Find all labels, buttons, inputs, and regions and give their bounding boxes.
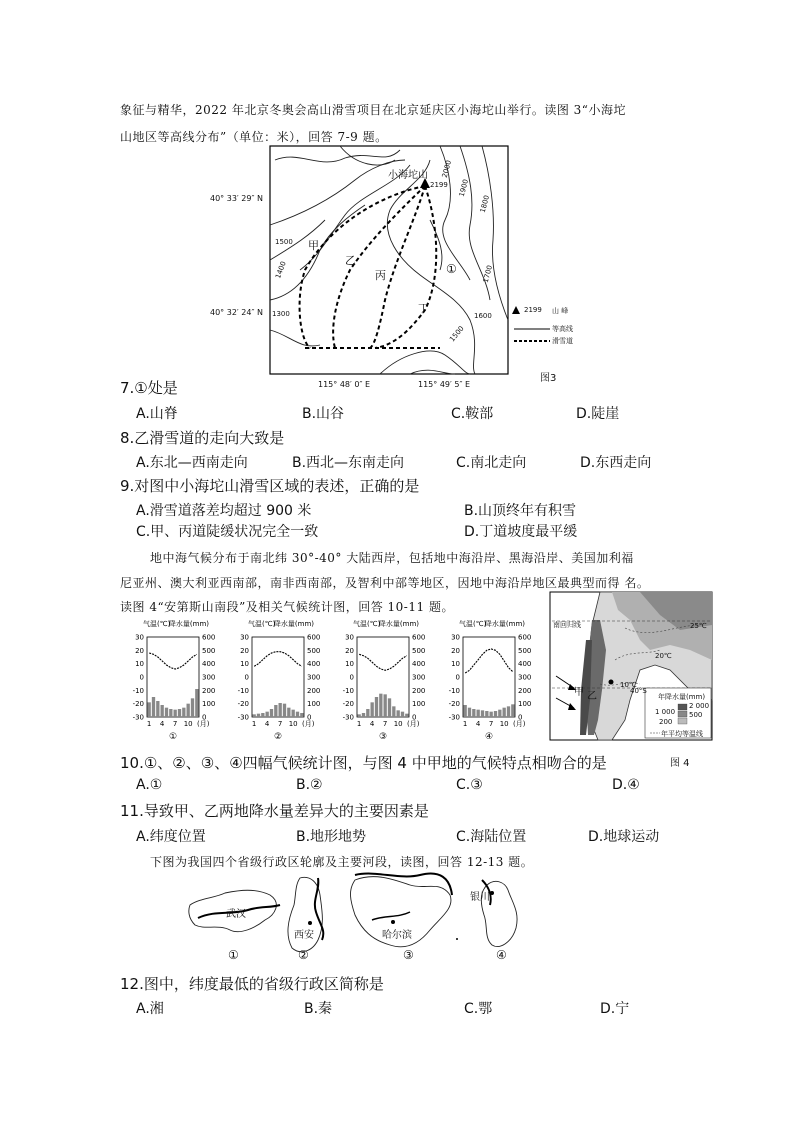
q7-option-a[interactable]: A.山脊 <box>136 406 178 422</box>
contour-label: 1800 <box>478 194 492 214</box>
month-tick-label: 4 <box>264 720 270 728</box>
q7-stem: 7.①处是 <box>120 379 178 397</box>
province-city-4: 银川 <box>470 892 490 903</box>
q12-option-c[interactable]: C.鄂 <box>464 1001 493 1017</box>
temp-tick-label: 10 <box>345 660 354 669</box>
temp-tick-label: 30 <box>451 633 460 642</box>
label-ding: 丁 <box>418 302 429 315</box>
precip-axis-label: 降水量(mm) <box>484 620 525 628</box>
temp-tick-label: 0 <box>349 673 354 682</box>
contour-label: 1700 <box>481 264 495 284</box>
province-num-2: ② <box>298 948 309 962</box>
legend-peak-text: 山 峰 <box>552 307 569 315</box>
map4-legend-item: 1 000 <box>655 708 676 716</box>
q9-option-b[interactable]: B.山顶终年有积雪 <box>464 503 577 519</box>
month-unit-label: (月) <box>513 720 526 728</box>
province-city-2: 西安 <box>294 930 314 941</box>
month-unit-label: (月) <box>302 720 315 728</box>
peak-elev: 2199 <box>430 181 448 189</box>
contour-label: 1300 <box>272 310 290 318</box>
temp-tick-label: 0 <box>244 673 249 682</box>
q11-option-c[interactable]: C.海陆位置 <box>456 829 527 845</box>
temp-tick-label: 30 <box>135 633 144 642</box>
q10-option-d[interactable]: D.④ <box>612 777 640 793</box>
q11-option-d[interactable]: D.地球运动 <box>588 829 660 845</box>
map4-legend-item: 500 <box>689 711 703 719</box>
month-tick-label: 10 <box>499 720 509 728</box>
precip-tick-label: 200 <box>307 686 321 695</box>
month-tick-label: 1 <box>251 720 257 728</box>
label-bing: 丙 <box>375 269 386 282</box>
month-tick-label: 4 <box>159 720 165 728</box>
temp-tick-label: -30 <box>237 713 249 722</box>
map4-tropic: 南回归线 <box>553 621 581 629</box>
month-tick-label: 7 <box>488 720 494 728</box>
label-jia: 甲 <box>308 239 319 252</box>
temp-tick-label: 20 <box>451 646 460 655</box>
precip-tick-label: 400 <box>518 660 532 669</box>
map4-legend-iso: 年平均等温线 <box>661 730 703 738</box>
precip-tick-label: 500 <box>518 646 532 655</box>
q9-option-d[interactable]: D.丁道坡度最平缓 <box>464 524 578 540</box>
precip-tick-label: 400 <box>307 660 321 669</box>
q9-option-a[interactable]: A.滑雪道落差均超过 900 米 <box>136 503 312 519</box>
temp-tick-label: -20 <box>237 700 249 709</box>
province-city-3: 哈尔滨 <box>382 930 412 941</box>
precip-tick-label: 500 <box>202 646 216 655</box>
month-tick-label: 1 <box>462 720 468 728</box>
province-num-1: ① <box>228 948 239 962</box>
temp-tick-label: 20 <box>135 646 144 655</box>
q8-stem: 8.乙滑雪道的走向大致是 <box>120 429 285 447</box>
map4-iso25: 25℃ <box>690 622 707 630</box>
temp-tick-label: 10 <box>240 660 249 669</box>
precip-tick-label: 600 <box>412 633 426 642</box>
q10-stem: 10.①、②、③、④四幅气候统计图，与图 4 中甲地的气候特点相吻合的是 <box>120 754 607 772</box>
map4-iso20: 20℃ <box>655 652 672 660</box>
chart-id-label: ③ <box>378 732 388 742</box>
contour-label: 2000 <box>440 159 454 179</box>
precip-tick-label: 200 <box>518 686 532 695</box>
precip-tick-label: 600 <box>202 633 216 642</box>
precip-axis-label: 降水量(mm) <box>168 620 209 628</box>
temp-tick-label: -30 <box>342 713 354 722</box>
temp-tick-label: 30 <box>240 633 249 642</box>
precip-tick-label: 100 <box>412 700 426 709</box>
precip-tick-label: 200 <box>202 686 216 695</box>
temp-axis-label: 气温(℃) <box>248 620 276 628</box>
label-one: ① <box>446 262 457 276</box>
intro-line-2: 山地区等高线分布”（单位：米），回答 7-9 题。 <box>120 130 388 144</box>
month-tick-label: 7 <box>172 720 178 728</box>
temp-tick-label: -20 <box>448 700 460 709</box>
precip-tick-label: 300 <box>412 673 426 682</box>
q8-option-b[interactable]: B.西北—东南走向 <box>292 455 405 471</box>
temp-tick-label: 10 <box>451 660 460 669</box>
contour-label: 1500 <box>448 324 466 344</box>
precip-tick-label: 400 <box>412 660 426 669</box>
temp-tick-label: -30 <box>132 713 144 722</box>
month-tick-label: 1 <box>146 720 152 728</box>
precip-tick-label: 300 <box>307 673 321 682</box>
month-unit-label: (月) <box>197 720 210 728</box>
q10-option-a[interactable]: A.① <box>136 777 163 793</box>
precip-tick-label: 400 <box>202 660 216 669</box>
precip-axis-label: 降水量(mm) <box>273 620 314 628</box>
lon-right: 115° 49′ 5″ E <box>418 380 471 389</box>
map4-iso10: 10℃ <box>620 681 637 689</box>
lon-left: 115° 48′ 0″ E <box>318 380 371 389</box>
precip-tick-label: 0 <box>518 713 523 722</box>
q10-option-b[interactable]: B.② <box>296 777 323 793</box>
precip-tick-label: 100 <box>307 700 321 709</box>
q7-option-c[interactable]: C.鞍部 <box>451 406 494 422</box>
precip-tick-label: 300 <box>202 673 216 682</box>
temp-tick-label: -10 <box>342 686 354 695</box>
contour-label: 1500 <box>275 238 293 246</box>
contour-label: 1400 <box>274 260 288 280</box>
intro2-line-3: 读图 4“安第斯山南段”及相关气候统计图，回答 10-11 题。 <box>120 600 454 614</box>
legend-trail-text: 滑雪道 <box>552 337 573 345</box>
peak-name: 小海坨山 <box>388 170 428 181</box>
month-tick-label: 10 <box>183 720 193 728</box>
temp-axis-label: 气温(℃) <box>143 620 171 628</box>
q8-option-a[interactable]: A.东北—西南走向 <box>136 455 248 471</box>
month-tick-label: 7 <box>277 720 283 728</box>
precip-tick-label: 200 <box>412 686 426 695</box>
q12-stem: 12.图中，纬度最低的省级行政区简称是 <box>120 975 384 993</box>
lat-top: 40° 33′ 29″ N <box>210 194 263 203</box>
map4-yi: 乙 <box>587 691 597 702</box>
intro2-line-2: 尼亚州、澳大利亚西南部，南非西南部，及智利中部等地区，因地中海沿岸地区最典型而得 名。 <box>120 576 650 590</box>
map4-lat40: 40°S <box>630 687 647 695</box>
temp-tick-label: 10 <box>135 660 144 669</box>
precip-tick-label: 600 <box>518 633 532 642</box>
q7-option-d[interactable]: D.陡崖 <box>576 406 620 422</box>
figure3-caption: 图3 <box>540 373 557 384</box>
chart-id-label: ④ <box>484 732 494 742</box>
q8-option-c[interactable]: C.南北走向 <box>456 455 527 471</box>
month-tick-label: 10 <box>393 720 403 728</box>
q9-option-c[interactable]: C.甲、丙道陡缓状况完全一致 <box>136 524 319 540</box>
month-tick-label: 1 <box>356 720 362 728</box>
temp-tick-label: 0 <box>139 673 144 682</box>
temp-tick-label: 30 <box>345 633 354 642</box>
precip-tick-label: 100 <box>202 700 216 709</box>
precip-tick-label: 0 <box>412 713 417 722</box>
q12-option-b[interactable]: B.秦 <box>304 1001 333 1017</box>
chart-id-label: ② <box>273 732 283 742</box>
temp-tick-label: 20 <box>345 646 354 655</box>
precip-tick-label: 0 <box>202 713 207 722</box>
precip-axis-label: 降水量(mm) <box>378 620 419 628</box>
q11-option-b[interactable]: B.地形地势 <box>296 829 367 845</box>
q7-option-b[interactable]: B.山谷 <box>302 406 345 422</box>
precip-tick-label: 300 <box>518 673 532 682</box>
map4-legend-item: 200 <box>659 718 673 726</box>
lat-bottom: 40° 32′ 24″ N <box>210 308 263 317</box>
map4-legend-title: 年降水量(mm) <box>658 693 706 701</box>
q12-option-d[interactable]: D.宁 <box>600 1001 630 1017</box>
label-yi: 乙 <box>345 254 356 267</box>
precip-tick-label: 100 <box>518 700 532 709</box>
chart-id-label: ① <box>168 732 178 742</box>
intro-line-1: 象征与精华，2022 年北京冬奥会高山滑雪项目在北京延庆区小海坨山举行。读图 3“小海坨 <box>120 103 626 117</box>
province-num-3: ③ <box>403 948 414 962</box>
province-city-1: 武汉 <box>226 909 246 920</box>
temp-tick-label: -30 <box>448 713 460 722</box>
precip-tick-label: 600 <box>307 633 321 642</box>
q9-stem: 9.对图中小海坨山滑雪区域的表述，正确的是 <box>120 477 420 495</box>
legend-peak-elev: 2199 <box>524 306 542 314</box>
legend-contour-text: 等高线 <box>552 325 573 333</box>
precip-tick-label: 500 <box>412 646 426 655</box>
temp-tick-label: 20 <box>240 646 249 655</box>
intro3: 下图为我国四个省级行政区轮廓及主要河段，读图，回答 12-13 题。 <box>150 855 534 869</box>
temp-tick-label: -10 <box>237 686 249 695</box>
q8-option-d[interactable]: D.东西走向 <box>580 455 652 471</box>
intro2-line-1: 地中海气候分布于南北纬 30°-40° 大陆西岸，包括地中海沿岸、黑海沿岸、美国加利福 <box>150 551 634 565</box>
temp-tick-label: -10 <box>132 686 144 695</box>
temp-tick-label: 0 <box>455 673 460 682</box>
temp-tick-label: -10 <box>448 686 460 695</box>
month-tick-label: 4 <box>369 720 375 728</box>
province-num-4: ④ <box>496 948 507 962</box>
contour-label: 1600 <box>474 312 492 320</box>
q10-option-c[interactable]: C.③ <box>456 777 483 793</box>
map4-legend-item: 2 000 <box>689 702 710 710</box>
month-tick-label: 4 <box>475 720 481 728</box>
q11-option-a[interactable]: A.纬度位置 <box>136 829 206 845</box>
contour-label: 1900 <box>457 178 471 198</box>
precip-tick-label: 500 <box>307 646 321 655</box>
temp-axis-label: 气温(℃) <box>459 620 487 628</box>
precip-tick-label: 0 <box>307 713 312 722</box>
month-tick-label: 10 <box>288 720 298 728</box>
map4-jia: 甲 <box>574 687 584 698</box>
q11-stem: 11.导致甲、乙两地降水量差异大的主要因素是 <box>120 802 429 820</box>
month-unit-label: (月) <box>407 720 420 728</box>
month-tick-label: 7 <box>382 720 388 728</box>
q12-option-a[interactable]: A.湘 <box>136 1001 164 1017</box>
temp-tick-label: -20 <box>342 700 354 709</box>
temp-tick-label: -20 <box>132 700 144 709</box>
temp-axis-label: 气温(℃) <box>353 620 381 628</box>
figure4-caption: 图 4 <box>670 758 690 769</box>
